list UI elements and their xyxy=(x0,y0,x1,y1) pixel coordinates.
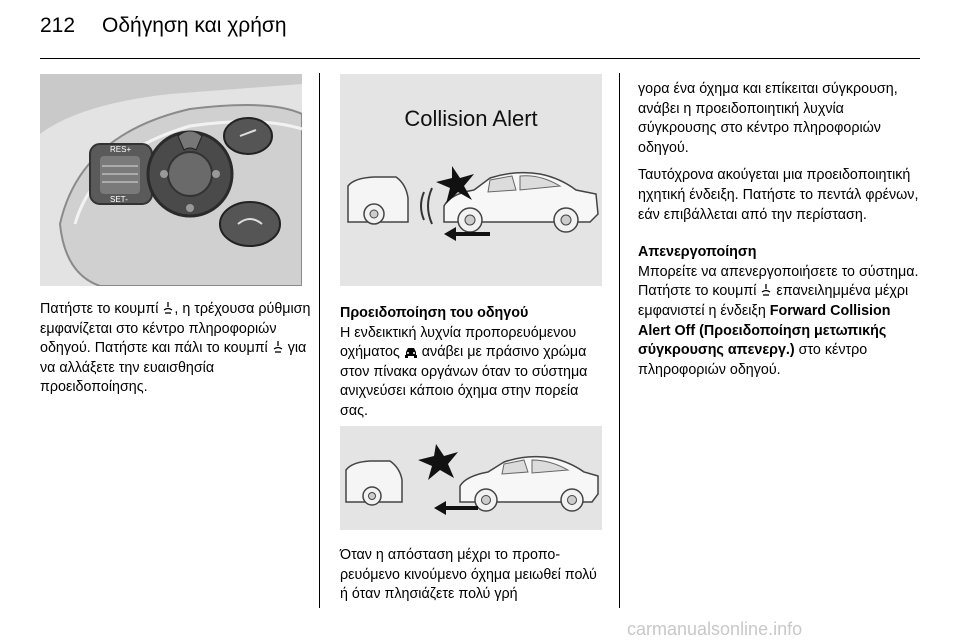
header-rule xyxy=(40,58,920,59)
steering-wheel-controls-figure xyxy=(40,74,302,286)
col1-text-b: , η τρέχουσα ρύθμιση εμφανίζεται στο κέντρο πληροφοριών οδηγού. Πατήστε και πάλι το κουμπί xyxy=(40,301,311,357)
col3-bold-message: Forward Collision Alert Off (Προειδοποίηση μετωπικής σύγκρουσης απενεργ.) xyxy=(638,302,891,359)
column-2-lower xyxy=(340,546,608,613)
col2-text-b: ανάβει με πράσινο χρώμα στον πίνακα οργάνων όταν το σύστημα ανιχνεύσει κάποιο όχημα στην πορεία σας. xyxy=(340,344,588,419)
collision-alert-figure xyxy=(340,74,602,286)
page-number: 212 xyxy=(40,14,76,37)
page-title: Οδήγηση και χρήση xyxy=(102,14,287,37)
collision-alert-button-icon xyxy=(272,340,284,354)
col3-paragraph-2: Ταυτόχρονα ακούγεται μια προειδοποιητική ηχητική ένδειξη. Πατήστε το πεντάλ φρένων, εάν επιβάλλεται από την περίσταση. xyxy=(638,167,919,223)
column-divider-left xyxy=(319,73,320,608)
col3-text-c: στο κέντρο πληροφοριών οδηγού. xyxy=(638,342,868,378)
column-1 xyxy=(40,300,312,406)
vehicle-ahead-indicator-icon xyxy=(404,346,418,358)
column-2 xyxy=(340,304,608,430)
col3-paragraph-3 xyxy=(638,263,922,381)
column-1-paragraph xyxy=(40,300,312,398)
col1-text-c: για να αλλάξετε την ευαισθησία προειδοποίησης. xyxy=(40,340,307,396)
col3-paragraph-1: γορα ένα όχημα και επίκειται σύγκρουση, ανάβει η προειδοποιητική λυχνία σύγκρουσης στο κέντρο πληροφοριών οδηγού. xyxy=(638,81,898,156)
watermark: carmanualsonline.info xyxy=(627,619,803,639)
col2-text-a: Η ενδεικτική λυχνία προπορευόμενου οχήματος xyxy=(340,324,577,361)
collision-alert-button-icon xyxy=(162,301,174,315)
collision-alert-button-icon xyxy=(760,283,772,297)
res-plus-label: RES+ xyxy=(110,145,132,154)
driver-warning-heading: Προειδοποίηση του οδηγού xyxy=(340,305,529,321)
vehicle-ahead-figure xyxy=(340,426,602,530)
col3-text-b: επανειλημμένα μέχρι εμφανιστεί η ένδειξη xyxy=(638,283,909,319)
deactivation-heading: Απενεργοποίηση xyxy=(638,244,757,261)
page-header xyxy=(40,14,287,38)
col2-paragraph-1 xyxy=(340,324,608,422)
col3-text-a: Μπορείτε να απενεργοποιήσετε το σύστημα. Πατήστε το κουμπί xyxy=(638,263,919,300)
set-minus-label: SET- xyxy=(110,195,128,204)
column-divider-right xyxy=(619,73,620,608)
col1-text-a: Πατήστε το κουμπί xyxy=(40,301,159,317)
column-3 xyxy=(638,80,922,388)
collision-alert-caption: Collision Alert xyxy=(404,106,538,131)
col2-paragraph-2: Όταν η απόσταση μέχρι το προπορευόμενο κινούμενο όχημα μειωθεί πολύ ή όταν πλησιάζετε πολύ γρή xyxy=(340,547,597,603)
